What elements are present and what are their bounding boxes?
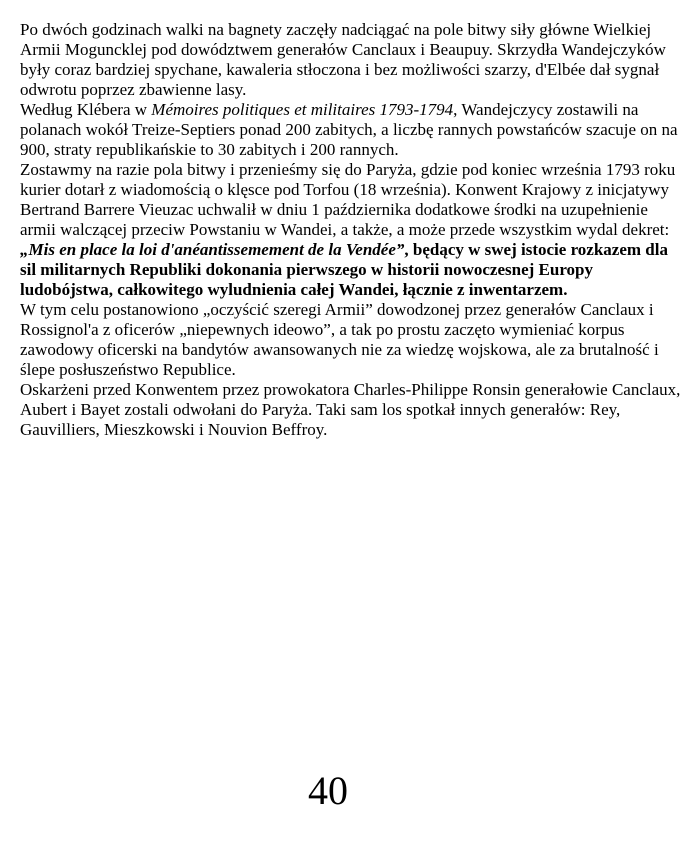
paragraph-paris <box>20 160 686 240</box>
paragraph-paris-text: Zostawmy na razie pola bitwy i przenieśmy się do Paryża, gdzie pod koniec września 1793 roku kurier dotarł z wiadomością o klęsce pod Torfou (18 września). Konwent Krajowy z inicjatywy Bertrand Barrere Vieuzac uchwalił w dniu 1 października dodatkowe środki na uzupełnienie armii walczącej przeciw Powstaniu w Wandei, a także, a może przede wszystkim wydal dekret: <box>20 160 676 239</box>
paragraph-battle-text: Po dwóch godzinach walki na bagnety zaczęły nadciągać na pole bitwy siły główne Wielkiej Armii Moguncklej pod dowództwem generałów Canclaux i Beaupuy. Skrzydła Wandejczyków były coraz bardziej spychane, kawaleria stłoczona i bez możliwości szarzy, d'Elbée dał sygnał odwrotu poprzez zbawienne lasy. <box>20 20 666 99</box>
body-text <box>20 20 686 440</box>
decree-description: , będący w swej istocie rozkazem dla sil militarnych Republiki dokonania pierwszego w historii nowoczesnej Europy ludobójstwa, całkowitego wyludnienia całej Wandei, łącznie z inwentarzem. <box>20 240 668 299</box>
paragraph-kleber <box>20 100 686 160</box>
paragraph-generals-text: Oskarżeni przed Konwentem przez prowokatora Charles-Philippe Ronsin generałowie Canclaux, Aubert i Bayet zostali odwołani do Paryża. Taki sam los spotkał innych generałów: Rey, Gauvilliers, Mieszkowski i Nouvion Beffroy. <box>20 380 681 439</box>
paragraph-decree <box>20 240 686 300</box>
book-title: Mémoires politiques et militaires 1793-1794 <box>151 100 454 119</box>
page-number: 40 <box>308 768 348 813</box>
paragraph-kleber-lead: Według Klébera w <box>20 100 152 119</box>
paragraph-purge-text: W tym celu postanowiono „oczyścić szeregi Armii” dowodzonej przez generałów Canclaux i Rossignol'a z oficerów „niepewnych ideowo”, a tak po prostu zaczęto wymieniać korpus zawodowy oficerski na bandytów awansowanych nie za wiedzę wojskowa, ale za brutalność i ślepe posłuszeństwo Republice. <box>20 300 659 379</box>
paragraph-generals <box>20 380 686 440</box>
decree-title: „Mis en place la loi d'anéantissemement de la Vendée” <box>20 240 405 259</box>
paragraph-battle <box>20 20 686 100</box>
paragraph-kleber-tail: , Wandejczycy zostawili na polanach wokół Treize-Septiers ponad 200 zabitych, a liczbę rannych powstańców szacuje on na 900, straty republikańskie to 30 zabitych i 200 rannych. <box>20 100 678 159</box>
paragraph-purge <box>20 300 686 380</box>
